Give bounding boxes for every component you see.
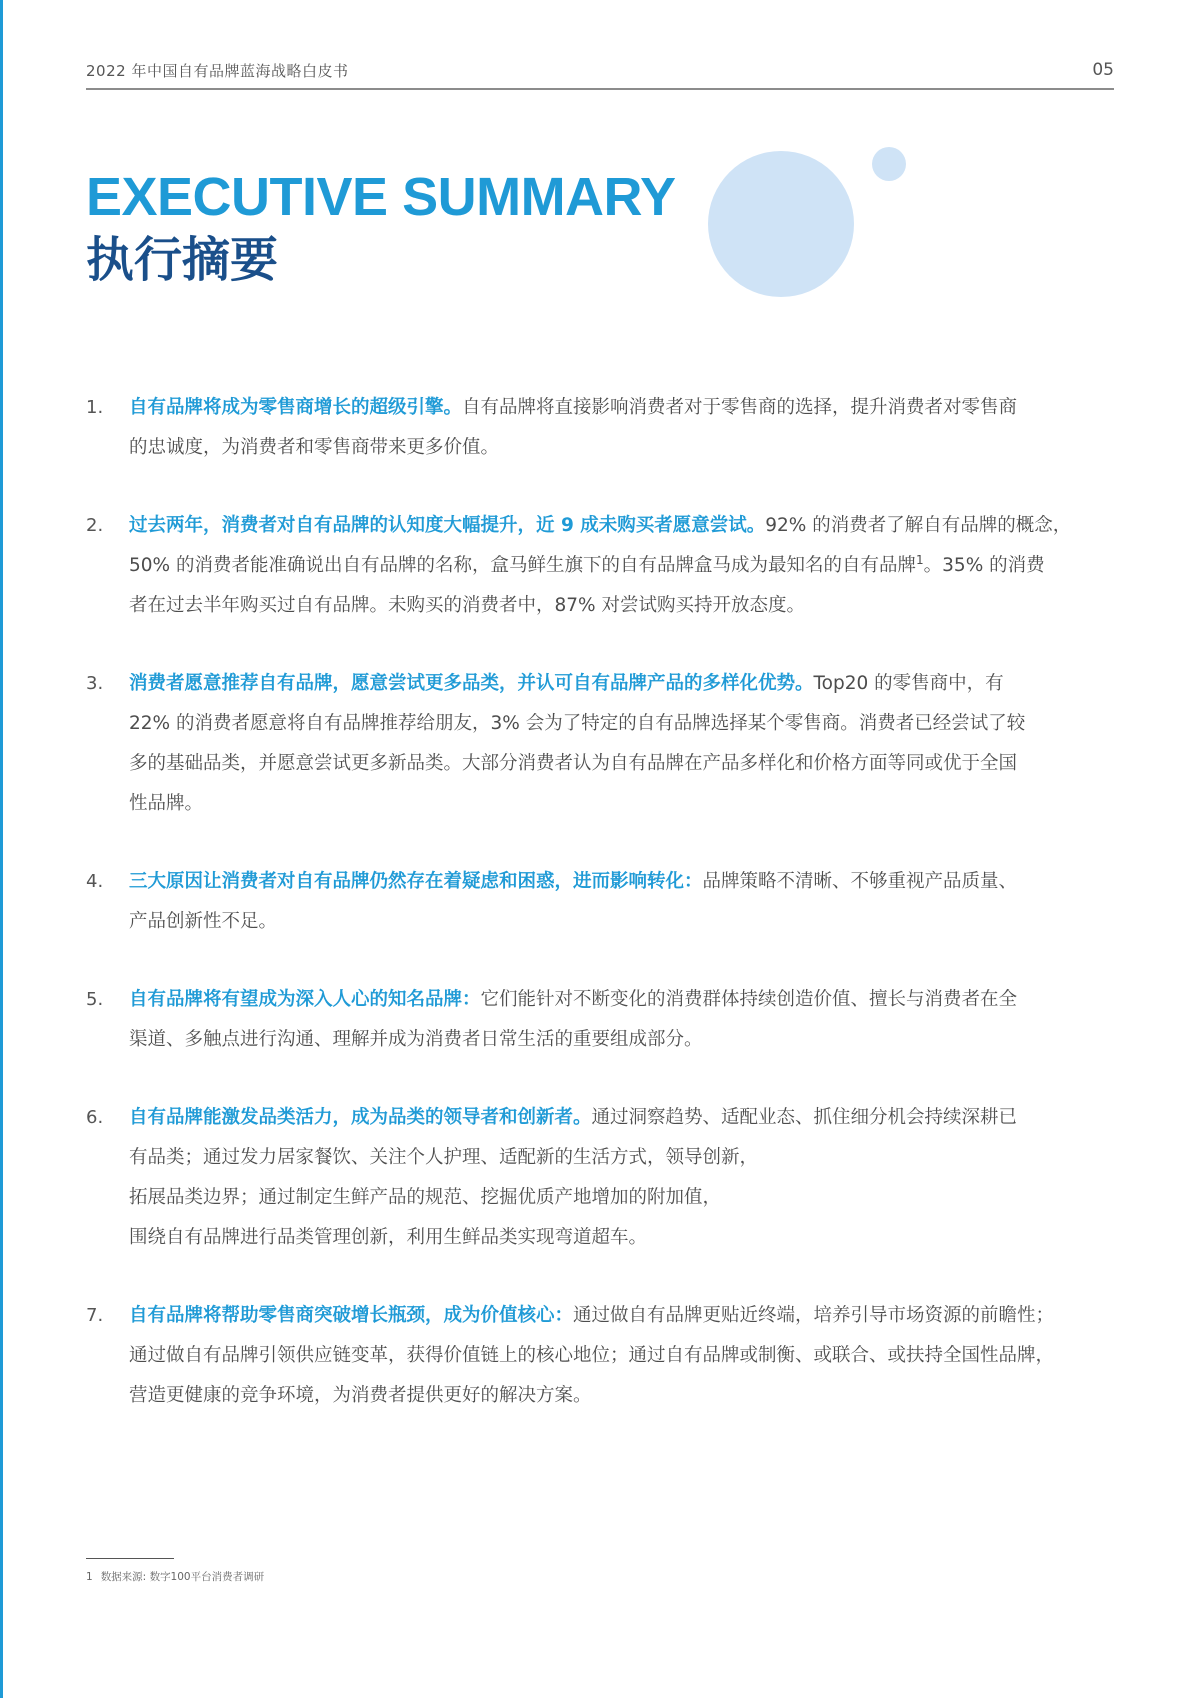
item-line: 22% 的消费者愿意将自有品牌推荐给朋友，3% 会为了特定的自有品牌选择某个零售商。消费者已经尝试了较 [129, 713, 1026, 734]
item-line: 通过做自有品牌更贴近终端，培养引导市场资源的前瞻性； [573, 1305, 1055, 1326]
item-number: 1. [86, 397, 104, 418]
item-line: 有品类；通过发力居家餐饮、关注个人护理、适配新的生活方式，领导创新， [129, 1147, 759, 1168]
footnote-text: 数据来源: 数字100平台消费者调研 [100, 1571, 265, 1583]
item-line: 者在过去半年购买过自有品牌。未购买的消费者中，87% 对尝试购买持开放态度。 [129, 595, 806, 616]
item-line: 拓展品类边界；通过制定生鲜产品的规范、挖掘优质产地增加的附加值， [129, 1187, 722, 1208]
item-line: 92% 的消费者了解自有品牌的概念， [765, 515, 1072, 536]
title-chinese: 执行摘要 [86, 232, 279, 288]
item-number: 3. [86, 673, 104, 694]
item-line: 围绕自有品牌进行品类管理创新，利用生鲜品类实现弯道超车。 [129, 1227, 648, 1248]
item-number: 5. [86, 989, 104, 1010]
item-line: 品牌策略不清晰、不够重视产品质量、 [702, 871, 1018, 892]
item-line: 性品牌。 [129, 793, 204, 814]
footnote-divider [86, 1558, 174, 1559]
page-header [86, 58, 1114, 90]
item-line: Top20 的零售商中，有 [813, 673, 1004, 694]
item-text [129, 1098, 1114, 1258]
item-line: 自有品牌将直接影响消费者对于零售商的选择，提升消费者对零售商 [462, 397, 1018, 418]
item-text [129, 1296, 1114, 1416]
item-lead: 自有品牌将成为零售商增长的超级引擎。 [129, 397, 463, 418]
item-lead: 三大原因让消费者对自有品牌仍然存在着疑虑和困惑，进而影响转化： [129, 871, 703, 892]
decorative-circle-small [872, 147, 906, 181]
item-text [129, 862, 1114, 942]
item-line: 多的基础品类，并愿意尝试更多新品类。大部分消费者认为自有品牌在产品多样化和价格方面等同或优于全国 [129, 753, 1018, 774]
item-text [129, 980, 1114, 1060]
decorative-circle-large [708, 151, 854, 297]
header-title: 2022 年中国自有品牌蓝海战略白皮书 [86, 62, 349, 80]
footnote [86, 1569, 264, 1584]
item-text [129, 388, 1114, 468]
item-line: 它们能针对不断变化的消费群体持续创造价值、擅长与消费者在全 [480, 989, 1018, 1010]
item-line: 的忠诚度，为消费者和零售商带来更多价值。 [129, 437, 500, 458]
item-line: 产品创新性不足。 [129, 911, 278, 932]
footnote-reference: 1 [916, 552, 924, 567]
item-lead: 自有品牌能激发品类活力，成为品类的领导者和创新者。 [129, 1107, 592, 1128]
page-number: 05 [1092, 60, 1114, 80]
item-text [129, 506, 1114, 626]
item-lead: 过去两年，消费者对自有品牌的认知度大幅提升，近 9 成未购买者愿意尝试。 [129, 515, 766, 536]
item-line: 营造更健康的竞争环境，为消费者提供更好的解决方案。 [129, 1385, 592, 1406]
item-line: 。35% 的消费 [923, 555, 1045, 576]
item-line: 渠道、多触点进行沟通、理解并成为消费者日常生活的重要组成部分。 [129, 1029, 703, 1050]
item-lead: 自有品牌将有望成为深入人心的知名品牌： [129, 989, 481, 1010]
item-line: 通过洞察趋势、适配业态、抓住细分机会持续深耕已 [591, 1107, 1018, 1128]
footnote-mark: 1 [86, 1571, 93, 1583]
item-number: 4. [86, 871, 104, 892]
item-number: 6. [86, 1107, 104, 1128]
item-number: 7. [86, 1305, 104, 1326]
left-edge-stripe [0, 0, 3, 1698]
item-lead: 消费者愿意推荐自有品牌，愿意尝试更多品类，并认可自有品牌产品的多样化优势。 [129, 673, 814, 694]
item-lead: 自有品牌将帮助零售商突破增长瓶颈，成为价值核心： [129, 1305, 574, 1326]
title-english: EXECUTIVE SUMMARY [86, 167, 676, 227]
item-line: 50% 的消费者能准确说出自有品牌的名称，盒马鲜生旗下的自有品牌盒马成为最知名的自有品牌 [129, 555, 917, 576]
item-number: 2. [86, 515, 104, 536]
item-line: 通过做自有品牌引领供应链变革，获得价值链上的核心地位；通过自有品牌或制衡、或联合、或扶持全国性品牌， [129, 1345, 1055, 1366]
item-text [129, 664, 1114, 824]
